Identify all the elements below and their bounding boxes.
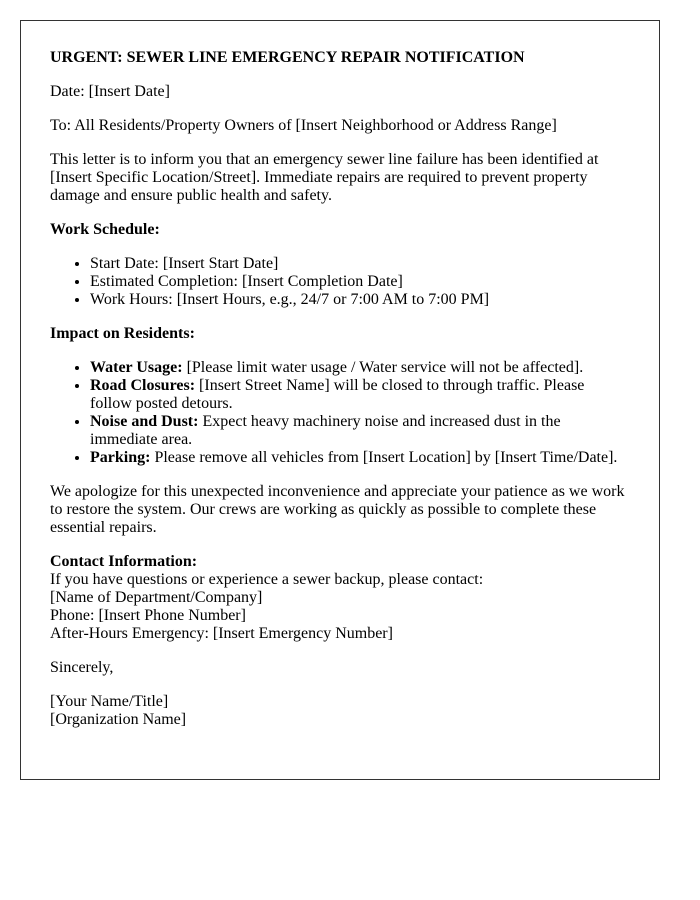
contact-emergency: After-Hours Emergency: [Insert Emergency Number]	[50, 625, 393, 642]
recipient-line: To: All Residents/Property Owners of [Insert Neighborhood or Address Range]	[50, 117, 557, 134]
intro-paragraph: This letter is to inform you that an emergency sewer line failure has been identified at [Insert Specific Location/Street]. Immediate repairs are required to prevent property damage and ensure public health and safety.	[50, 151, 599, 204]
impact-item-text: [Please limit water usage / Water service will not be affected].	[182, 359, 584, 376]
impact-list	[50, 359, 630, 467]
work-schedule-item: • Work Hours: [Insert Hours, e.g., 24/7 or 7:00 AM to 7:00 PM]	[90, 291, 630, 309]
letter-container	[20, 20, 660, 780]
work-schedule-item: • Start Date: [Insert Start Date]	[90, 255, 630, 273]
signature-name-title: [Your Name/Title]	[50, 693, 169, 710]
impact-heading: Impact on Residents:	[50, 325, 195, 342]
impact-item-label: Noise and Dust:	[90, 413, 199, 430]
signature-block	[50, 693, 630, 729]
impact-item-text: Please remove all vehicles from [Insert Location] by [Insert Time/Date].	[150, 449, 618, 466]
letter-title: URGENT: SEWER LINE EMERGENCY REPAIR NOTIFICATION	[50, 49, 525, 66]
date-line: Date: [Insert Date]	[50, 83, 170, 100]
apology-paragraph: We apologize for this unexpected inconvenience and appreciate your patience as we work to restore the system. Our crews are working as quickly as possible to complete these essential repairs.	[50, 483, 625, 536]
impact-item-water-usage	[90, 359, 630, 377]
contact-block	[50, 553, 630, 643]
impact-item-text: Expect heavy machinery noise and increased dust in the immediate area.	[90, 413, 561, 448]
contact-phone: Phone: [Insert Phone Number]	[50, 607, 246, 624]
work-schedule-heading: Work Schedule:	[50, 221, 160, 238]
contact-line: If you have questions or experience a sewer backup, please contact:	[50, 571, 484, 588]
impact-item-noise-dust	[90, 413, 630, 449]
signature-organization: [Organization Name]	[50, 711, 187, 728]
impact-item-label: Water Usage:	[90, 359, 183, 376]
impact-item-road-closures	[90, 377, 630, 413]
contact-organization: [Name of Department/Company]	[50, 589, 263, 606]
contact-heading: Contact Information:	[50, 553, 198, 570]
work-schedule-item: • Estimated Completion: [Insert Completion Date]	[90, 273, 630, 291]
closing: Sincerely,	[50, 659, 114, 676]
impact-item-label: Parking:	[90, 449, 151, 466]
impact-item-label: Road Closures:	[90, 377, 196, 394]
impact-item-text: [Insert Street Name] will be closed to through traffic. Please follow posted detours.	[90, 377, 585, 412]
work-schedule-list	[50, 255, 630, 309]
impact-item-parking	[90, 449, 630, 467]
